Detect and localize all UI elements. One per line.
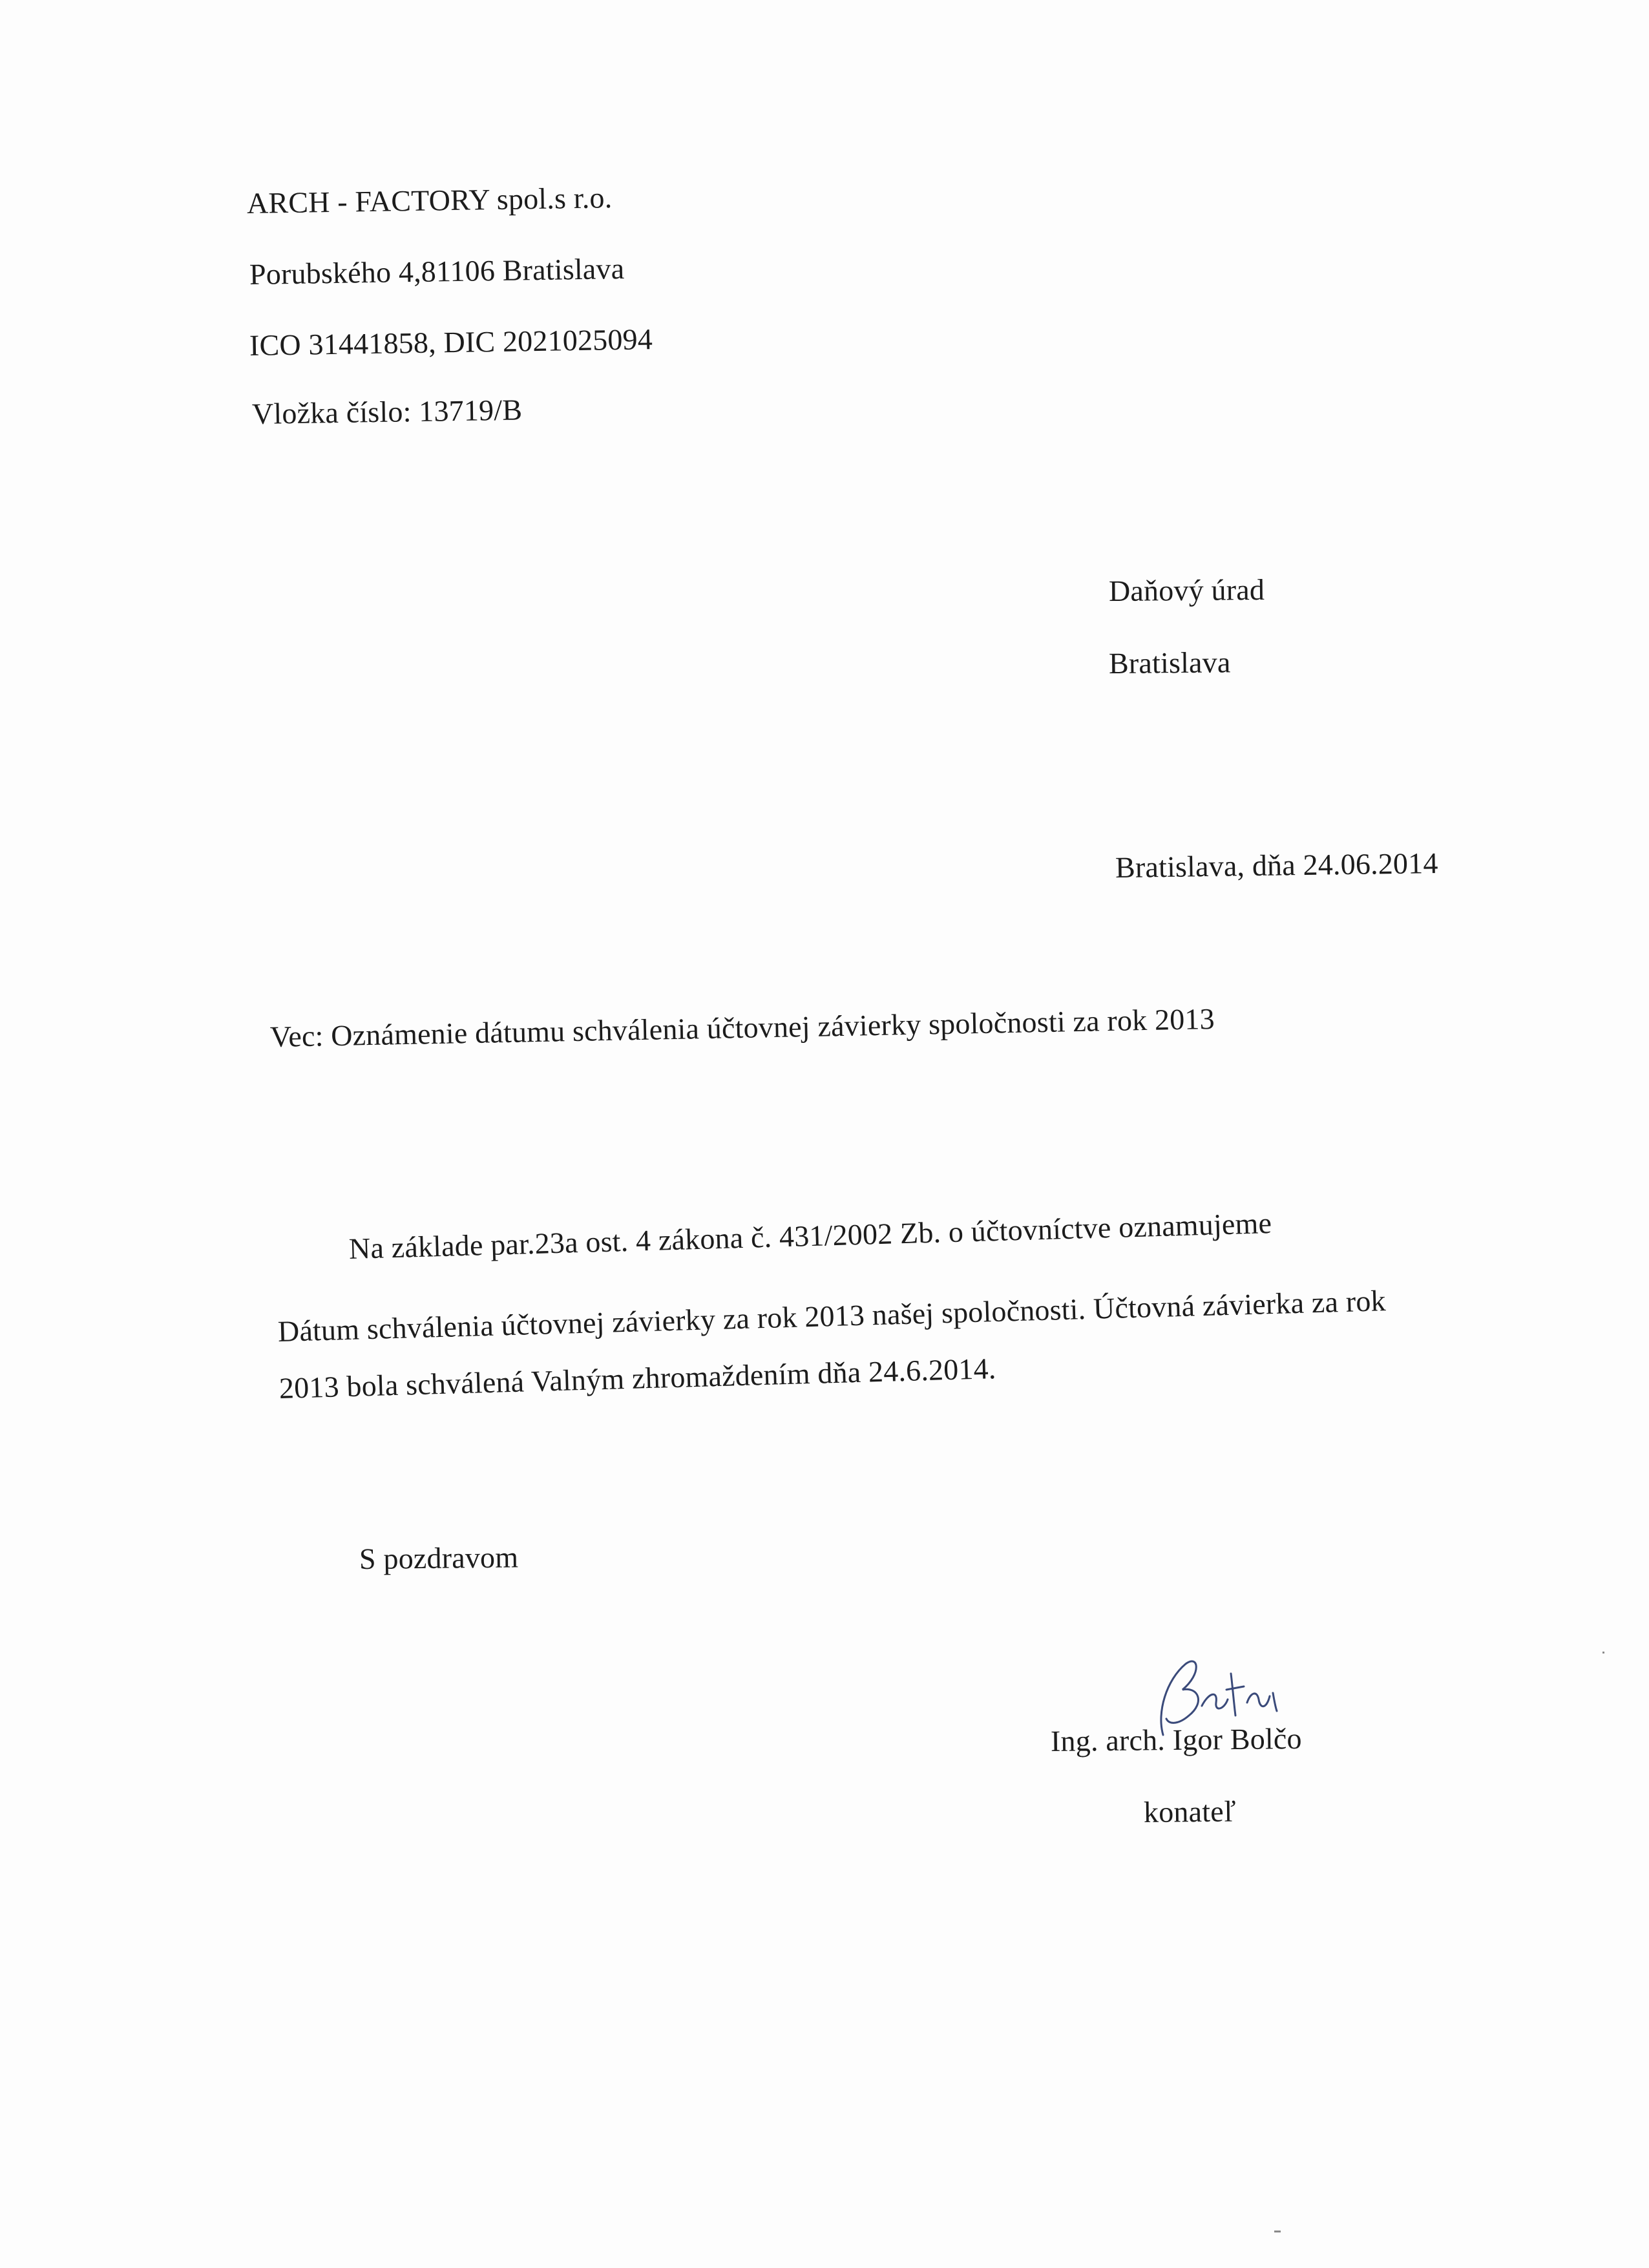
body-line-2: Dátum schválenia účtovnej závierky za rok 2013 našej spoločnosti. Účtovná závierka za rok: [277, 1284, 1387, 1348]
signatory-role: konateľ: [1143, 1794, 1236, 1829]
letter-date: Bratislava, dňa 24.06.2014: [1115, 846, 1438, 884]
recipient-office: Daňový úrad: [1108, 572, 1265, 607]
scan-speck: [1274, 2231, 1281, 2232]
letter-subject: Vec: Oznámenie dátumu schválenia účtovnej závierky spoločnosti za rok 2013: [269, 1002, 1215, 1053]
sender-company: ARCH - FACTORY spol.s r.o.: [246, 181, 613, 220]
sender-address: Porubského 4,81106 Bratislava: [249, 251, 625, 291]
scan-speck: [1602, 1652, 1604, 1654]
closing-greeting: S pozdravom: [359, 1540, 519, 1575]
sender-insert-number: Vložka číslo: 13719/B: [251, 393, 523, 430]
recipient-city: Bratislava: [1108, 646, 1231, 680]
body-line-3: 2013 bola schválená Valným zhromaždením dňa 24.6.2014.: [278, 1352, 997, 1405]
signatory-name: Ing. arch. Igor Bolčo: [1050, 1721, 1302, 1758]
sender-ids: ICO 31441858, DIC 2021025094: [249, 322, 653, 362]
body-line-1: Na základe par.23a ost. 4 zákona č. 431/2002 Zb. o účtovníctve oznamujeme: [348, 1206, 1272, 1265]
